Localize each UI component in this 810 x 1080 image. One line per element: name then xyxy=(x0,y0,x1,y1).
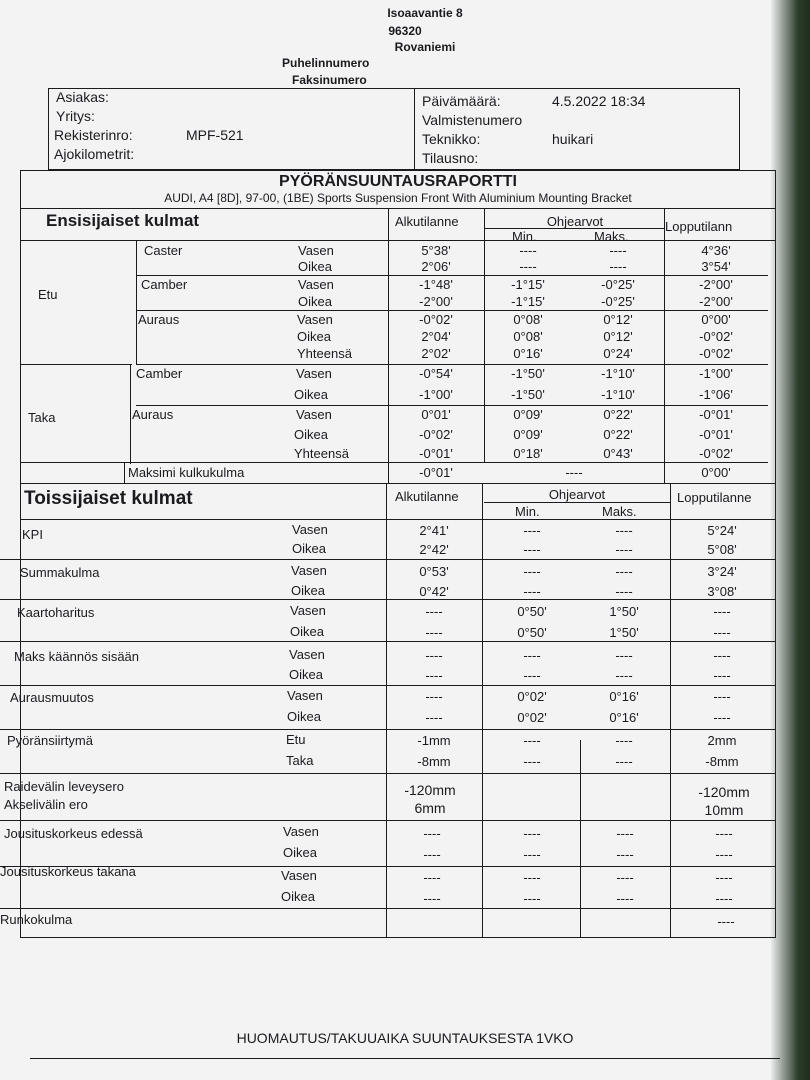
height-rear-label: Jousituskorkeus takana xyxy=(0,864,136,879)
secondary-side-label: Vasen xyxy=(292,522,328,537)
secondary-side-label: Vasen xyxy=(287,688,323,703)
fax-label: Faksinumero xyxy=(292,73,367,87)
grid-line xyxy=(0,599,776,600)
address-zip: 96320 xyxy=(388,24,422,38)
secondary-min-value: ---- xyxy=(523,733,541,748)
secondary-side-label: Oikea xyxy=(290,624,324,639)
height-side-label: Vasen xyxy=(281,868,317,883)
primary-initial-value: -1°48' xyxy=(419,277,453,292)
primary-initial-value: -0°02' xyxy=(419,312,453,327)
secondary-initial-value: 0°53' xyxy=(419,564,449,579)
order-label: Tilausno: xyxy=(422,150,479,166)
footer-line xyxy=(30,1058,780,1059)
track-diff-initial: -120mm xyxy=(404,782,456,798)
primary-final-value: -1°06' xyxy=(699,387,733,402)
primary-group-label: Camber xyxy=(141,277,188,292)
registration-label: Rekisterinro: xyxy=(54,127,133,143)
secondary-final-value: 3°08' xyxy=(707,584,737,599)
primary-side-label: Vasen xyxy=(296,407,332,422)
secondary-side-label: Etu xyxy=(286,732,306,747)
primary-side-label: Vasen xyxy=(296,366,332,381)
secondary-side-label: Oikea xyxy=(289,667,323,682)
secondary-min-value: 0°50' xyxy=(517,625,547,640)
rear-axle-label: Taka xyxy=(28,410,56,425)
grid-line xyxy=(136,405,768,406)
primary-final-value: 3°54' xyxy=(701,259,731,274)
secondary-max-value: 1°50' xyxy=(609,625,639,640)
primary-min-value: 0°09' xyxy=(513,427,543,442)
mileage-label: Ajokilometrit: xyxy=(54,146,135,162)
height-final-value: ---- xyxy=(715,826,733,841)
secondary-min-value: ---- xyxy=(523,542,541,557)
primary-max-value: -0°25' xyxy=(601,277,635,292)
secondary-col-initial: Alkutilanne xyxy=(395,489,459,504)
primary-side-label: Oikea xyxy=(298,294,332,309)
primary-min-value: 0°08' xyxy=(513,312,543,327)
primary-side-label: Yhteensä xyxy=(297,346,352,361)
primary-side-label: Vasen xyxy=(298,243,334,258)
grid-line xyxy=(0,685,776,686)
divider xyxy=(20,483,776,484)
secondary-max-value: ---- xyxy=(615,733,633,748)
primary-initial-value: 2°06' xyxy=(421,259,451,274)
secondary-heading: Toissijaiset kulmat xyxy=(24,488,193,509)
secondary-initial-value: ---- xyxy=(425,625,443,640)
secondary-initial-value: 2°42' xyxy=(419,542,449,557)
secondary-min-value: ---- xyxy=(523,523,541,538)
primary-group-label: Auraus xyxy=(132,407,174,422)
divider xyxy=(20,519,776,520)
report-title: PYÖRÄNSUUNTAUSRAPORTTI xyxy=(279,173,517,190)
secondary-col-min: Min. xyxy=(515,504,540,519)
primary-initial-value: 2°02' xyxy=(421,346,451,361)
secondary-max-value: ---- xyxy=(615,542,633,557)
secondary-max-value: ---- xyxy=(615,754,633,769)
primary-min-value: -1°15' xyxy=(511,294,545,309)
secondary-initial-value: 2°41' xyxy=(419,523,449,538)
height-min-value: ---- xyxy=(523,826,541,841)
primary-initial-value: 0°01' xyxy=(421,407,451,422)
secondary-col-reference: Ohjearvot xyxy=(548,487,606,502)
secondary-row-label: Pyöränsiirtymä xyxy=(7,733,93,748)
primary-initial-value: -0°01' xyxy=(419,446,453,461)
grid-line xyxy=(0,641,776,642)
primary-col-max: Maks. xyxy=(594,229,629,244)
axle-diff-label: Akselivälin ero xyxy=(4,797,88,812)
height-initial-value: ---- xyxy=(423,847,441,862)
primary-initial-value: 2°04' xyxy=(421,329,451,344)
grid-line xyxy=(0,559,776,560)
height-side-label: Vasen xyxy=(283,824,319,839)
primary-min-value: 0°08' xyxy=(513,329,543,344)
info-divider xyxy=(414,88,415,170)
primary-min-value: -1°50' xyxy=(511,366,545,381)
frame-angle-label: Runkokulma xyxy=(0,912,73,927)
grid-line xyxy=(0,908,776,909)
address-city: Rovaniemi xyxy=(394,40,456,54)
primary-initial-value: -2°00' xyxy=(419,294,453,309)
primary-side-label: Vasen xyxy=(298,277,334,292)
registration-value: MPF-521 xyxy=(186,127,244,143)
secondary-side-label: Oikea xyxy=(291,583,325,598)
front-axle-label: Etu xyxy=(38,287,58,302)
secondary-side-label: Taka xyxy=(286,753,314,768)
secondary-final-value: 5°08' xyxy=(707,542,737,557)
frame-angle-final: ---- xyxy=(717,914,735,929)
primary-side-label: Oikea xyxy=(297,329,331,344)
grid-line xyxy=(484,502,670,503)
secondary-side-label: Vasen xyxy=(290,603,326,618)
secondary-final-value: ---- xyxy=(713,604,731,619)
primary-col-final: Lopputilann xyxy=(665,219,733,234)
secondary-final-value: ---- xyxy=(713,689,731,704)
primary-max-value: 0°43' xyxy=(603,446,633,461)
height-side-label: Oikea xyxy=(281,889,315,904)
secondary-side-label: Vasen xyxy=(289,647,325,662)
axle-diff-final: 10mm xyxy=(704,802,744,818)
secondary-min-value: ---- xyxy=(523,648,541,663)
grid-line xyxy=(136,310,768,311)
divider xyxy=(20,208,776,209)
primary-max-value: ---- xyxy=(609,259,627,274)
primary-col-initial: Alkutilanne xyxy=(395,214,459,229)
address-street: Isoaavantie 8 xyxy=(387,6,463,20)
secondary-min-value: ---- xyxy=(523,754,541,769)
grid-line xyxy=(388,208,389,483)
primary-max-value: 0°22' xyxy=(603,427,633,442)
grid-line xyxy=(0,729,776,730)
track-diff-label: Raidevälin leveysero xyxy=(4,779,124,794)
thrust-final: 0°00' xyxy=(701,465,731,480)
thrust-initial: -0°01' xyxy=(419,465,453,480)
secondary-final-value: ---- xyxy=(713,710,731,725)
primary-final-value: -2°00' xyxy=(699,294,733,309)
grid-line xyxy=(20,364,132,365)
grid-line xyxy=(484,208,485,462)
secondary-max-value: 0°16' xyxy=(609,689,639,704)
secondary-initial-value: 0°42' xyxy=(419,584,449,599)
primary-heading: Ensisijaiset kulmat xyxy=(46,211,200,230)
warranty-note: HUOMAUTUS/TAKUUAIKA SUUNTAUKSESTA 1VKO xyxy=(236,1030,574,1046)
primary-min-value: ---- xyxy=(519,259,537,274)
primary-max-value: -1°10' xyxy=(601,387,635,402)
primary-initial-value: -1°00' xyxy=(419,387,453,402)
secondary-min-value: ---- xyxy=(523,584,541,599)
secondary-min-value: 0°02' xyxy=(517,710,547,725)
secondary-max-value: 0°16' xyxy=(609,710,639,725)
grid-line xyxy=(664,208,665,483)
secondary-min-value: 0°50' xyxy=(517,604,547,619)
grid-line xyxy=(484,228,664,229)
grid-line xyxy=(0,820,776,821)
secondary-min-value: ---- xyxy=(523,668,541,683)
grid-line xyxy=(130,364,131,464)
primary-final-value: -0°02' xyxy=(699,346,733,361)
secondary-max-value: ---- xyxy=(615,648,633,663)
height-final-value: ---- xyxy=(715,847,733,862)
thrust-reference: ---- xyxy=(565,465,583,480)
primary-side-label: Oikea xyxy=(298,259,332,274)
secondary-initial-value: ---- xyxy=(425,604,443,619)
secondary-final-value: 3°24' xyxy=(707,564,737,579)
primary-final-value: -0°02' xyxy=(699,329,733,344)
primary-final-value: -1°00' xyxy=(699,366,733,381)
page-edge-shadow xyxy=(770,0,810,1080)
axle-diff-initial: 6mm xyxy=(414,800,446,816)
grid-line xyxy=(136,462,768,463)
technician-label: Teknikko: xyxy=(422,131,481,147)
secondary-max-value: 1°50' xyxy=(609,604,639,619)
secondary-final-value: -8mm xyxy=(705,754,739,769)
primary-min-value: ---- xyxy=(519,243,537,258)
primary-min-value: -1°50' xyxy=(511,387,545,402)
primary-min-value: 0°16' xyxy=(513,346,543,361)
primary-final-value: 0°00' xyxy=(701,312,731,327)
secondary-row-label: KPI xyxy=(22,527,43,542)
height-min-value: ---- xyxy=(523,847,541,862)
secondary-initial-value: ---- xyxy=(425,668,443,683)
secondary-max-value: ---- xyxy=(615,668,633,683)
height-max-value: ---- xyxy=(616,891,634,906)
grid-line xyxy=(482,483,483,938)
primary-min-value: 0°18' xyxy=(513,446,543,461)
grid-line xyxy=(136,364,768,365)
primary-max-value: 0°24' xyxy=(603,346,633,361)
primary-final-value: -0°02' xyxy=(699,446,733,461)
primary-group-label: Auraus xyxy=(138,312,180,327)
secondary-initial-value: -8mm xyxy=(417,754,451,769)
company-label: Yritys: xyxy=(56,108,95,124)
grid-line xyxy=(0,773,776,774)
primary-initial-value: 5°38' xyxy=(421,243,451,258)
primary-col-reference: Ohjearvot xyxy=(546,214,604,229)
secondary-final-value: ---- xyxy=(713,625,731,640)
primary-group-label: Caster xyxy=(144,243,183,258)
height-min-value: ---- xyxy=(523,891,541,906)
height-min-value: ---- xyxy=(523,870,541,885)
grid-line xyxy=(124,462,125,483)
secondary-row-label: Aurausmuutos xyxy=(10,690,94,705)
secondary-final-value: 5°24' xyxy=(707,523,737,538)
secondary-side-label: Oikea xyxy=(292,541,326,556)
secondary-final-value: 2mm xyxy=(707,733,737,748)
secondary-side-label: Oikea xyxy=(287,709,321,724)
primary-min-value: -1°15' xyxy=(511,277,545,292)
primary-final-value: -2°00' xyxy=(699,277,733,292)
primary-side-label: Yhteensä xyxy=(294,446,349,461)
secondary-max-value: ---- xyxy=(615,523,633,538)
secondary-final-value: ---- xyxy=(713,648,731,663)
primary-max-value: 0°12' xyxy=(603,329,633,344)
secondary-side-label: Vasen xyxy=(291,563,327,578)
thrust-label: Maksimi kulkukulma xyxy=(128,465,245,480)
grid-line xyxy=(136,240,137,365)
track-diff-final: -120mm xyxy=(698,784,750,800)
technician-value: huikari xyxy=(552,131,594,147)
secondary-row-label: Summakulma xyxy=(20,565,100,580)
primary-final-value: -0°01' xyxy=(699,407,733,422)
phone-label: Puhelinnumero xyxy=(282,56,370,70)
secondary-initial-value: -1mm xyxy=(417,733,451,748)
date-label: Päivämäärä: xyxy=(422,93,501,109)
secondary-min-value: 0°02' xyxy=(517,689,547,704)
serial-label: Valmistenumero xyxy=(422,112,523,128)
primary-max-value: -1°10' xyxy=(601,366,635,381)
primary-side-label: Vasen xyxy=(297,312,333,327)
primary-initial-value: -0°02' xyxy=(419,427,453,442)
height-front-label: Jousituskorkeus edessä xyxy=(4,826,143,841)
secondary-initial-value: ---- xyxy=(425,648,443,663)
primary-max-value: ---- xyxy=(609,243,627,258)
secondary-final-value: ---- xyxy=(713,668,731,683)
height-max-value: ---- xyxy=(616,826,634,841)
secondary-max-value: ---- xyxy=(615,584,633,599)
secondary-col-final: Lopputilanne xyxy=(677,490,752,505)
primary-final-value: -0°01' xyxy=(699,427,733,442)
height-initial-value: ---- xyxy=(423,826,441,841)
primary-max-value: -0°25' xyxy=(601,294,635,309)
height-initial-value: ---- xyxy=(423,891,441,906)
primary-min-value: 0°09' xyxy=(513,407,543,422)
vehicle-description: AUDI, A4 [8D], 97-00, (1BE) Sports Suspension Front With Aluminium Mounting Bracket xyxy=(164,191,632,205)
secondary-row-label: Kaartoharitus xyxy=(17,605,95,620)
grid-line xyxy=(136,275,768,276)
secondary-max-value: ---- xyxy=(615,564,633,579)
primary-max-value: 0°12' xyxy=(603,312,633,327)
height-max-value: ---- xyxy=(616,870,634,885)
height-final-value: ---- xyxy=(715,891,733,906)
secondary-min-value: ---- xyxy=(523,564,541,579)
height-initial-value: ---- xyxy=(423,870,441,885)
primary-col-min: Min. xyxy=(512,229,537,244)
primary-final-value: 4°36' xyxy=(701,243,731,258)
secondary-col-max: Maks. xyxy=(602,504,637,519)
secondary-initial-value: ---- xyxy=(425,689,443,704)
secondary-initial-value: ---- xyxy=(425,710,443,725)
divider xyxy=(20,240,776,241)
primary-side-label: Oikea xyxy=(294,427,328,442)
primary-group-label: Camber xyxy=(136,366,183,381)
date-value: 4.5.2022 18:34 xyxy=(552,93,646,109)
secondary-row-label: Maks käännös sisään xyxy=(14,649,140,664)
customer-label: Asiakas: xyxy=(56,89,109,105)
grid-line xyxy=(20,462,136,463)
primary-initial-value: -0°54' xyxy=(419,366,453,381)
primary-max-value: 0°22' xyxy=(603,407,633,422)
height-max-value: ---- xyxy=(616,847,634,862)
height-side-label: Oikea xyxy=(283,845,317,860)
primary-side-label: Oikea xyxy=(294,387,328,402)
height-final-value: ---- xyxy=(715,870,733,885)
